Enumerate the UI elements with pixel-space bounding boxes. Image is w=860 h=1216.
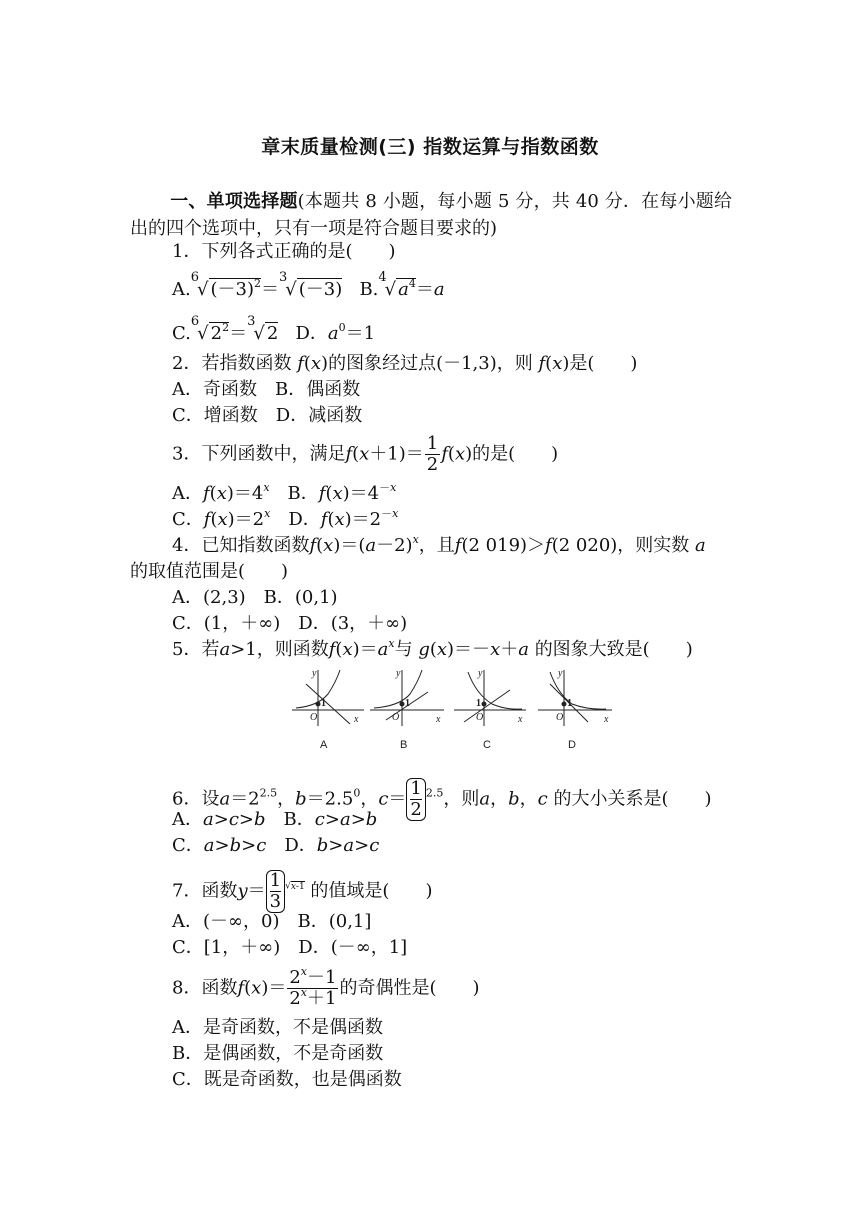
svg-text:y: y [478, 668, 483, 679]
graph-d [538, 670, 612, 726]
svg-text:x: x [518, 714, 523, 725]
page-title: 章末质量检测(三) 指数运算与指数函数 [261, 136, 599, 158]
graph-label-b: B [400, 739, 408, 751]
svg-text:O: O [556, 712, 564, 723]
svg-text:x: x [436, 714, 441, 725]
svg-text:y: y [558, 668, 563, 679]
svg-text:1: 1 [405, 698, 410, 709]
svg-text:x: x [604, 714, 609, 725]
q8-stem: 8．函数f(x)＝ $\frac{2^x-1}{2^x+1}$ 的奇偶性是( ) [172, 965, 480, 1009]
q1-stem: 1．下列各式正确的是( ) [172, 241, 396, 262]
svg-text:O: O [310, 712, 318, 723]
q2-stem: 2．若指数函数 f(x)的图象经过点(－1,3)，则 f(x)是( ) [172, 353, 638, 374]
section-description: (本题共 8 小题，每小题 5 分，共 40 分．在每小题给出的四个选项中，只有一项是符合题目要求的) [130, 191, 732, 239]
svg-text:1: 1 [321, 698, 326, 709]
q8-option-c: C．既是奇函数，也是偶函数 [172, 1069, 402, 1090]
q4-stem-line1: 4．已知指数函数$f(x)=(a-2)^x$，且f(2 019)＞f(2 020)，则实数 a [172, 533, 706, 556]
q6-options-ab: A．a>c>b B．c>a>b [172, 809, 378, 830]
svg-text:O: O [392, 712, 400, 723]
q7-stem: 7．函数y＝ $\frac{1}{3}$ $^{√x-1}$ 的值域是( ) [172, 870, 433, 912]
q8-option-b: B．是偶函数，不是奇函数 [172, 1043, 384, 1064]
q7-options-ab: A．(－∞，0) B．(0,1] [172, 911, 372, 932]
q5-stem: 5．若a>1，则函数$f(x)=a^x$与 g(x)＝－x＋a 的图象大致是( ) [172, 637, 693, 660]
section-heading: 一、单项选择题 [170, 191, 298, 212]
q2-options-cd: C．增函数 D．减函数 [172, 405, 363, 426]
q7-options-cd: C．[1，＋∞) D．(－∞，1] [172, 937, 408, 958]
q2-options-ab: A．奇函数 B．偶函数 [172, 379, 361, 400]
svg-text:x: x [354, 714, 359, 725]
q1-options-ab: A.$^6$√ $(-3)^2=^3√$ (－3) B.$^4$√ $a^4=a$ [172, 270, 445, 300]
svg-text:1: 1 [476, 698, 481, 709]
q6-stem: 6．设$a=2^{2.5}$，$b=2.5^0$，c＝ $\frac{1}{2}$ $^{2.5}$，则a，b，c 的大小关系是( ) [172, 778, 712, 820]
svg-text:1: 1 [567, 698, 572, 709]
svg-text:y: y [312, 668, 317, 679]
q3-options-ab: A．$f(x)=4^x$ B．$f(x)=4^{-x}$ [172, 481, 397, 504]
q4-stem-line2: 的取值范围是( ) [130, 561, 289, 582]
graph-label-c: C [483, 739, 491, 751]
q3-options-cd: C．$f(x)=2^x$ D．$f(x)=2^{-x}$ [172, 507, 399, 530]
graph-c [454, 670, 526, 726]
q8-option-a: A．是奇函数，不是偶函数 [172, 1017, 383, 1038]
svg-text:O: O [476, 712, 484, 723]
graph-label-a: A [320, 739, 328, 751]
q6-options-cd: C．a>b>c D．b>a>c [172, 835, 380, 856]
svg-text:y: y [396, 668, 401, 679]
q4-options-cd: C．(1，＋∞) D．(3，＋∞) [172, 613, 408, 634]
q5-graph-options [288, 664, 618, 756]
section-intro [130, 188, 732, 242]
q4-options-ab: A．(2,3) B．(0,1) [172, 587, 338, 608]
q1-options-cd: C.$^6$√ $2^2=^3√$ 2 D．$a^0=1$ [172, 314, 376, 344]
q3-stem: 3．下列函数中，满足f(x＋1)＝ $\frac{1}{2}$ f(x)的是( ) [172, 433, 559, 475]
graph-label-d: D [568, 739, 576, 751]
